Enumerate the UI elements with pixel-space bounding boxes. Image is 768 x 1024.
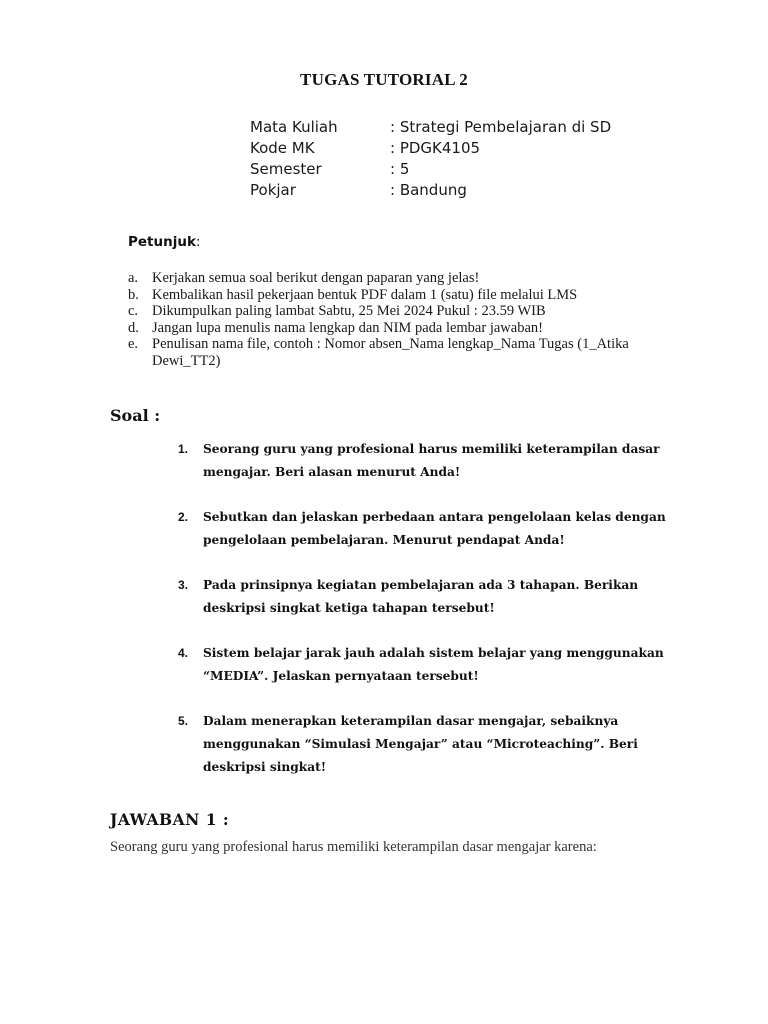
instruction-item: [128, 270, 688, 287]
question-number: 5.: [178, 714, 189, 728]
question-text: Seorang guru yang profesional harus memiliki keterampilan dasar mengajar. Beri alasan menurut Anda!: [203, 442, 660, 479]
course-meta-block: [250, 117, 611, 201]
meta-label: Kode MK: [250, 139, 315, 157]
question-text: Dalam menerapkan keterampilan dasar mengajar, sebaiknya menggunakan “Simulasi Mengajar” atau “Microteaching”. Beri deskripsi singkat!: [203, 714, 638, 774]
instructions-heading-text: Petunjuk: [128, 234, 196, 250]
meta-row-code: [250, 138, 611, 159]
meta-row-course: [250, 117, 611, 138]
question-number: 3.: [178, 578, 189, 592]
instruction-marker: b.: [128, 286, 139, 303]
questions-heading: Soal :: [110, 406, 161, 425]
question-text: Pada prinsipnya kegiatan pembelajaran ada 3 tahapan. Berikan deskripsi singkat ketiga tahapan tersebut!: [203, 578, 639, 615]
document-title: TUGAS TUTORIAL 2: [300, 70, 468, 89]
instructions-heading: [128, 234, 201, 250]
answer-text: Seorang guru yang profesional harus memiliki keterampilan dasar mengajar karena:: [110, 839, 597, 855]
instruction-marker: d.: [128, 319, 139, 336]
meta-row-semester: [250, 159, 611, 180]
instructions-heading-colon: :: [195, 234, 201, 250]
question-text: Sistem belajar jarak jauh adalah sistem belajar yang menggunakan “MEDIA”. Jelaskan pernyataan tersebut!: [203, 646, 664, 683]
meta-value: : PDGK4105: [390, 139, 481, 157]
answer-heading: JAWABAN 1 :: [110, 810, 230, 829]
instruction-text: Kembalikan hasil pekerjaan bentuk PDF dalam 1 (satu) file melalui LMS: [152, 286, 578, 303]
question-text: Sebutkan dan jelaskan perbedaan antara pengelolaan kelas dengan pengelolaan pembelajaran. Menurut pendapat Anda!: [203, 510, 666, 547]
instruction-marker: a.: [128, 270, 139, 286]
question-item: [178, 438, 698, 484]
question-number: 4.: [178, 646, 189, 660]
question-item: [178, 574, 698, 620]
meta-label: Pokjar: [250, 181, 296, 199]
questions-list: [178, 438, 698, 801]
meta-row-pokjar: [250, 180, 611, 201]
instruction-item: [128, 320, 688, 337]
question-number: 1.: [178, 442, 189, 456]
meta-value: : Strategi Pembelajaran di SD: [390, 118, 612, 136]
meta-value: : Bandung: [390, 181, 467, 199]
instructions-list: [128, 270, 688, 369]
meta-label: Mata Kuliah: [250, 118, 338, 136]
question-number: 2.: [178, 510, 189, 524]
instruction-text: Jangan lupa menulis nama lengkap dan NIM pada lembar jawaban!: [152, 319, 543, 336]
question-item: [178, 506, 698, 552]
question-item: [178, 710, 698, 779]
meta-value: : 5: [390, 160, 410, 178]
instruction-item: [128, 303, 688, 320]
instruction-marker: e.: [128, 336, 139, 352]
instruction-marker: c.: [128, 303, 139, 319]
instruction-text: Penulisan nama file, contoh : Nomor absen_Nama lengkap_Nama Tugas (1_Atika Dewi_TT2): [152, 336, 629, 369]
meta-label: Semester: [250, 160, 322, 178]
instruction-text: Dikumpulkan paling lambat Sabtu, 25 Mei 2024 Pukul : 23.59 WIB: [152, 303, 546, 319]
instruction-text: Kerjakan semua soal berikut dengan paparan yang jelas!: [152, 270, 480, 286]
instruction-item: [128, 336, 688, 369]
question-item: [178, 642, 698, 688]
instruction-item: [128, 287, 688, 304]
